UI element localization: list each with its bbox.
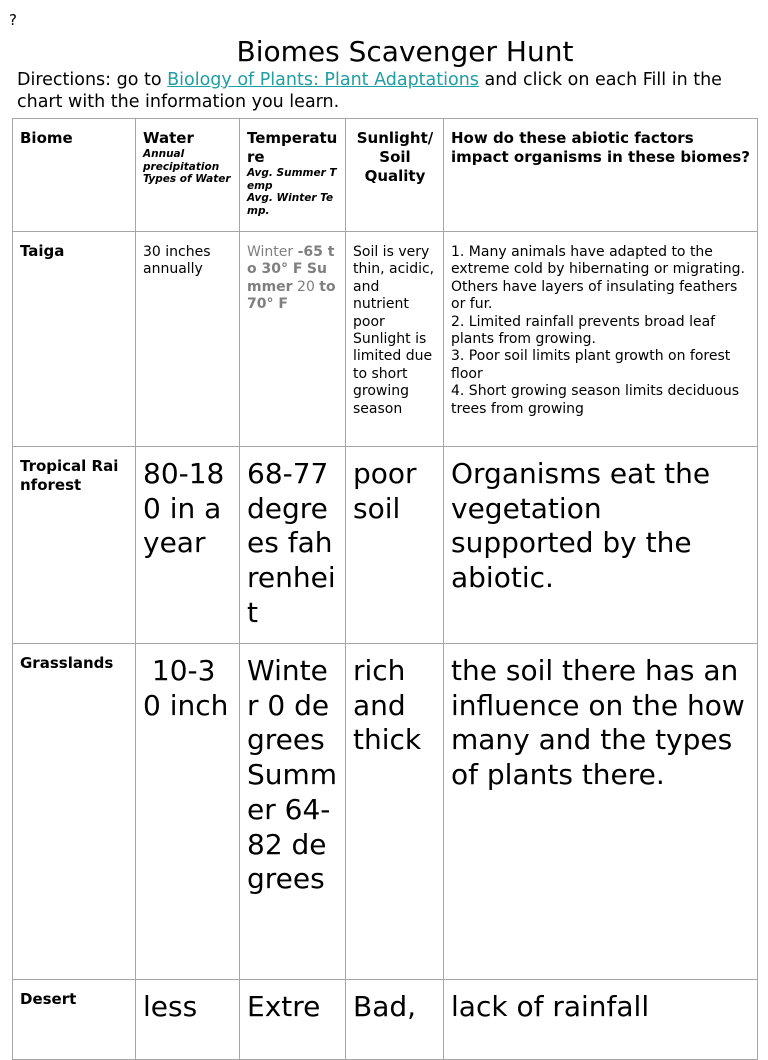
header-row <box>13 119 758 232</box>
biome-name: Tropical Rainforest <box>13 447 136 644</box>
table-row <box>13 980 758 1060</box>
impact-point: 2. Limited rainfall prevents broad leaf plants from growing. <box>451 313 716 348</box>
water-cell: 80-180 in a year <box>136 447 240 644</box>
temp-winter-label: Winter <box>247 244 298 260</box>
sunlight-cell: rich and thick <box>346 644 444 980</box>
header-water-sub-annual: Annual <box>143 148 185 160</box>
impact-cell: the soil there has an influence on the how many and the types of plants there. <box>444 644 758 980</box>
sunlight-cell: Bad, <box>346 980 444 1060</box>
corner-mark: ? <box>9 11 17 29</box>
water-cell: 30 inches annually <box>136 232 240 447</box>
header-temp-sub-winter: Avg. Winter Temp. <box>247 192 334 217</box>
temp-summer-label: Summer <box>247 261 327 295</box>
directions-prefix: Directions: go to <box>17 70 168 90</box>
header-water-sub-precipitation: precipitation <box>143 160 220 173</box>
header-water <box>136 119 240 232</box>
temperature-cell: Extre <box>240 980 346 1060</box>
impact-point: 4. Short growing season limits deciduous trees from growing <box>451 383 740 417</box>
header-temp-sub-summer: Avg. Summer Temp <box>247 167 337 192</box>
biome-name: Grasslands <box>13 644 136 980</box>
table-row <box>13 232 758 447</box>
biome-name: Desert <box>13 980 136 1060</box>
temp-summer-value-a: 20 <box>297 278 320 295</box>
impact-point: 3. Poor soil limits plant growth on forest floor <box>451 348 731 382</box>
temp-winter-value: -65 to 30° F <box>247 244 335 278</box>
impact-cell <box>444 232 758 447</box>
water-cell: 10-30 inch <box>136 644 240 980</box>
directions <box>17 69 757 113</box>
header-temperature-label: Temperature <box>247 129 338 166</box>
impact-cell: lack of rainfall <box>444 980 758 1060</box>
table-row <box>13 447 758 644</box>
header-sunlight: Sunlight/ Soil Quality <box>346 119 444 232</box>
header-biome: Biome <box>13 119 136 232</box>
sunlight-cell: Soil is very thin, acidic, and nutrient poor Sunlight is limited due to short growing season <box>346 232 444 447</box>
sunlight-cell: poor soil <box>346 447 444 644</box>
temperature-cell <box>240 232 346 447</box>
biome-name: Taiga <box>13 232 136 447</box>
header-impact: How do these abiotic factors impact organisms in these biomes? <box>444 119 758 232</box>
temperature-cell: 68-77 degrees fahrenheit <box>240 447 346 644</box>
impact-cell: Organisms eat the vegetation supported by the abiotic. <box>444 447 758 644</box>
directions-suffix: and click on each Fill in the chart with the information you learn. <box>17 70 722 112</box>
plant-adaptations-link[interactable]: Biology of Plants: Plant Adaptations <box>167 70 479 90</box>
header-water-label: Water <box>143 129 194 147</box>
temp-summer-value-b: to 70° F <box>247 278 336 313</box>
header-water-sub-types: Types of Water <box>143 173 231 185</box>
header-temperature <box>240 119 346 232</box>
biomes-table <box>12 118 758 1060</box>
water-cell: less <box>136 980 240 1060</box>
impact-point: 1. Many animals have adapted to the extreme cold by hibernating or migrating. Others have layers of insulating feathers or fur. <box>451 244 745 313</box>
table-row <box>13 644 758 980</box>
temperature-cell: Winter 0 degrees Summer 64-82 degrees <box>240 644 346 980</box>
page-title: Biomes Scavenger Hunt <box>236 35 574 68</box>
